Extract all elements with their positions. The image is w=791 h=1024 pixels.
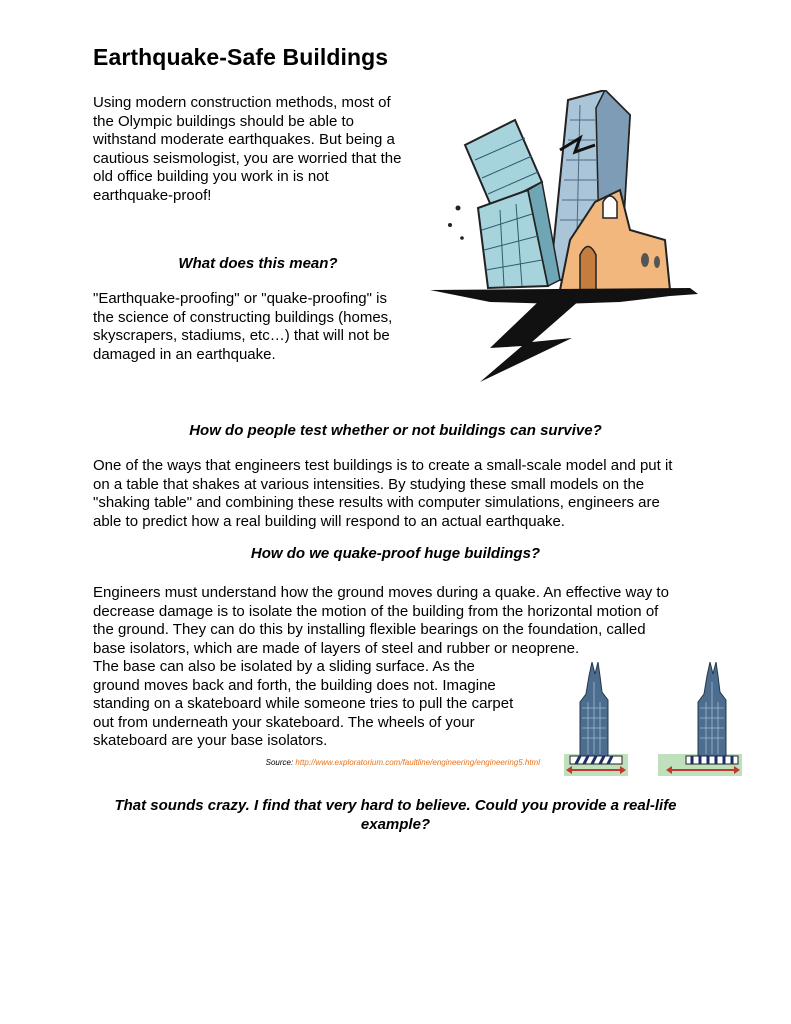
text-line: example? <box>360 815 431 833</box>
text-line: earthquake-proof! <box>93 186 212 204</box>
text-line: skyscrapers, stadiums, etc…) that will not be <box>93 327 390 344</box>
source-link[interactable]: http://www.exploratorium.com/faultline/engineering/engineering5.html <box>295 758 540 767</box>
text-line: Using modern construction methods, most of <box>93 94 391 111</box>
question-quake-proof-huge-buildings: How do we quake-proof huge buildings? <box>250 545 541 562</box>
shaking-table-paragraph <box>93 457 703 531</box>
text-line: The base can also be isolated by a sliding surface. As the <box>93 658 475 675</box>
text-line: "shaking table" and combining these results with computer simulations, engineers are <box>93 494 660 511</box>
text-line: ground moves back and forth, the building does not. Imagine <box>93 676 496 694</box>
quake-proofing-definition <box>93 290 423 364</box>
text-line: cautious seismologist, you are worried that the <box>93 149 402 167</box>
question-what-does-this-mean: What does this mean? <box>178 255 338 272</box>
text-line: withstand moderate earthquakes. But being a <box>93 131 395 148</box>
text-line: the ground. They can do this by installing flexible bearings on the foundation, called <box>93 621 646 638</box>
image-source-credit <box>200 758 540 767</box>
text-line: old office building you work in is not <box>93 168 329 185</box>
text-line: One of the ways that engineers test buildings is to create a small-scale model and put it <box>93 457 673 474</box>
source-label: Source: <box>265 758 294 767</box>
closing-question <box>93 797 698 834</box>
intro-paragraph <box>93 94 423 205</box>
text-line: the science of constructing buildings (homes, <box>93 308 393 326</box>
base-isolation-diagram-right <box>656 662 744 778</box>
base-isolators-paragraph <box>93 584 703 658</box>
text-line: on a table that shakes at various intensities. By studying these small models on the <box>93 475 645 493</box>
text-line: base isolators, which are made of layers of steel and rubber or neoprene. <box>93 639 580 657</box>
question-test-buildings: How do people test whether or not buildings can survive? <box>189 422 602 439</box>
text-line: skateboard are your base isolators. <box>93 732 328 749</box>
text-line: That sounds crazy. I find that very hard to believe. Could you provide a real-life <box>114 797 677 814</box>
earthquake-buildings-illustration <box>420 90 705 390</box>
text-line: decrease damage is to isolate the motion of the building from the horizontal motion of <box>93 602 659 620</box>
text-line: standing on a skateboard while someone tries to pull the carpet <box>93 695 514 712</box>
text-line: the Olympic buildings should be able to <box>93 112 354 130</box>
text-line: Engineers must understand how the ground moves during a quake. An effective way to <box>93 584 669 601</box>
text-line: out from underneath your skateboard. The wheels of your <box>93 713 475 731</box>
text-line: "Earthquake-proofing" or "quake-proofing" is <box>93 290 387 307</box>
text-line: able to predict how a real building will respond to an actual earthquake. <box>93 512 565 530</box>
page-title: Earthquake-Safe Buildings <box>93 44 389 70</box>
sliding-surface-paragraph <box>93 658 543 751</box>
text-line: damaged in an earthquake. <box>93 345 276 363</box>
base-isolation-diagram-left <box>562 662 630 778</box>
